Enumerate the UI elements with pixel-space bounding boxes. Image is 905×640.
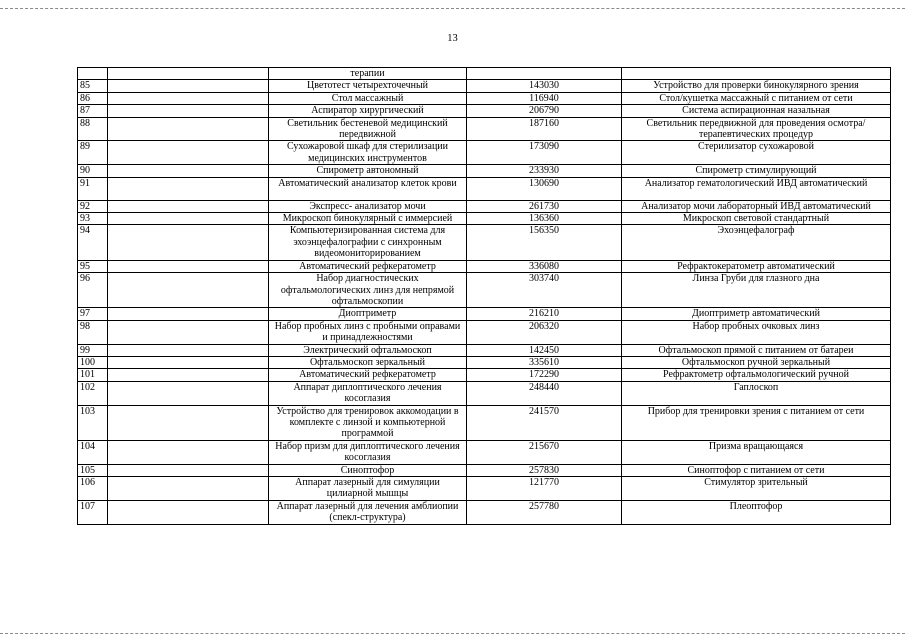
table-row <box>78 273 891 308</box>
row-number <box>78 68 108 80</box>
row-number: 88 <box>78 117 108 141</box>
equipment-code: 206790 <box>467 105 622 117</box>
equipment-type: Анализатор гематологический ИВД автоматический <box>622 177 891 200</box>
table-row <box>78 80 891 92</box>
blank-cell <box>108 68 269 80</box>
equipment-type: Рефрактометр офтальмологический ручной <box>622 369 891 381</box>
table-row <box>78 369 891 381</box>
blank-cell <box>108 405 269 440</box>
equipment-name: Диоптриметр <box>269 308 467 320</box>
equipment-type: Диоптриметр автоматический <box>622 308 891 320</box>
row-number: 87 <box>78 105 108 117</box>
blank-cell <box>108 273 269 308</box>
equipment-name: Набор пробных линз с пробными оправами и принадлежностями <box>269 320 467 344</box>
equipment-type: Офтальмоскоп прямой с питанием от батареи <box>622 344 891 356</box>
equipment-name: Электрический офтальмоскоп <box>269 344 467 356</box>
equipment-code: 303740 <box>467 273 622 308</box>
equipment-name: Аппарат лазерный для лечения амблиопии (спекл-структура) <box>269 500 467 524</box>
table-row <box>78 320 891 344</box>
equipment-type: Линза Груби для глазного дна <box>622 273 891 308</box>
equipment-name: Аспиратор хирургический <box>269 105 467 117</box>
row-number: 101 <box>78 369 108 381</box>
equipment-name: Набор призм для диплоптического лечения косоглазия <box>269 440 467 464</box>
equipment-name: Набор диагностических офтальмологических линз для непрямой офтальмоскопии <box>269 273 467 308</box>
row-number: 92 <box>78 200 108 212</box>
equipment-name: Светильник бестеневой медицинский передвижной <box>269 117 467 141</box>
row-number: 93 <box>78 213 108 225</box>
equipment-code: 215670 <box>467 440 622 464</box>
equipment-code: 261730 <box>467 200 622 212</box>
equipment-name: Синоптофор <box>269 464 467 476</box>
equipment-name: Спирометр автономный <box>269 165 467 177</box>
equipment-name: Автоматический анализатор клеток крови <box>269 177 467 200</box>
equipment-type: Светильник передвижной для проведения осмотра/терапевтических процедур <box>622 117 891 141</box>
row-number: 89 <box>78 141 108 165</box>
row-number: 107 <box>78 500 108 524</box>
equipment-type: Анализатор мочи лабораторный ИВД автоматический <box>622 200 891 212</box>
equipment-name: Экспресс- анализатор мочи <box>269 200 467 212</box>
row-number: 94 <box>78 225 108 260</box>
scan-edge-top <box>0 8 905 9</box>
equipment-code: 216210 <box>467 308 622 320</box>
table-row <box>78 308 891 320</box>
equipment-type <box>622 68 891 80</box>
blank-cell <box>108 225 269 260</box>
blank-cell <box>108 92 269 104</box>
blank-cell <box>108 117 269 141</box>
equipment-type: Плеоптофор <box>622 500 891 524</box>
equipment-code: 143030 <box>467 80 622 92</box>
blank-cell <box>108 213 269 225</box>
equipment-code: 142450 <box>467 344 622 356</box>
blank-cell <box>108 369 269 381</box>
equipment-type: Стимулятор зрительный <box>622 477 891 501</box>
equipment-type: Система аспирационная назальная <box>622 105 891 117</box>
equipment-code: 187160 <box>467 117 622 141</box>
equipment-name: Офтальмоскоп зеркальный <box>269 356 467 368</box>
table-row <box>78 405 891 440</box>
equipment-type: Спирометр стимулирующий <box>622 165 891 177</box>
equipment-type: Призма вращающаяся <box>622 440 891 464</box>
table-row <box>78 381 891 405</box>
equipment-code: 257780 <box>467 500 622 524</box>
row-number: 95 <box>78 260 108 272</box>
equipment-code <box>467 68 622 80</box>
table-row <box>78 440 891 464</box>
table-row <box>78 344 891 356</box>
table-row <box>78 213 891 225</box>
equipment-type: Стерилизатор сухожаровой <box>622 141 891 165</box>
equipment-name: Сухожаровой шкаф для стерилизации медицинских инструментов <box>269 141 467 165</box>
row-number: 100 <box>78 356 108 368</box>
equipment-code: 130690 <box>467 177 622 200</box>
row-number: 103 <box>78 405 108 440</box>
equipment-type: Набор пробных очковых линз <box>622 320 891 344</box>
table-row <box>78 177 891 200</box>
equipment-type: Гаплоскоп <box>622 381 891 405</box>
blank-cell <box>108 200 269 212</box>
equipment-name: Аппарат диплоптического лечения косоглазия <box>269 381 467 405</box>
equipment-type: Офтальмоскоп ручной зеркальный <box>622 356 891 368</box>
row-number: 91 <box>78 177 108 200</box>
blank-cell <box>108 344 269 356</box>
equipment-name: Стол массажный <box>269 92 467 104</box>
blank-cell <box>108 464 269 476</box>
equipment-type: Стол/кушетка массажный с питанием от сети <box>622 92 891 104</box>
blank-cell <box>108 356 269 368</box>
blank-cell <box>108 165 269 177</box>
equipment-code: 257830 <box>467 464 622 476</box>
row-number: 105 <box>78 464 108 476</box>
table-row <box>78 500 891 524</box>
page-number: 13 <box>447 33 458 44</box>
row-number: 86 <box>78 92 108 104</box>
equipment-type: Микроскоп световой стандартный <box>622 213 891 225</box>
equipment-code: 172290 <box>467 369 622 381</box>
blank-cell <box>108 141 269 165</box>
equipment-name: Устройство для тренировок аккомодации в комплекте с линзой и компьютерной программой <box>269 405 467 440</box>
equipment-type: Устройство для проверки бинокулярного зрения <box>622 80 891 92</box>
equipment-code: 241570 <box>467 405 622 440</box>
equipment-code: 136360 <box>467 213 622 225</box>
equipment-name: Аппарат лазерный для симуляции цилиарной мышцы <box>269 477 467 501</box>
equipment-code: 156350 <box>467 225 622 260</box>
row-number: 102 <box>78 381 108 405</box>
blank-cell <box>108 477 269 501</box>
equipment-type: Рефрактокератометр автоматический <box>622 260 891 272</box>
table-row <box>78 260 891 272</box>
blank-cell <box>108 381 269 405</box>
table-row <box>78 356 891 368</box>
table-row <box>78 477 891 501</box>
equipment-code: 206320 <box>467 320 622 344</box>
equipment-type: Эхоэнцефалограф <box>622 225 891 260</box>
equipment-name: Компьютеризированная система для эхоэнцефалографии с синхронным видеомониторированием <box>269 225 467 260</box>
scan-edge-bottom <box>0 633 905 634</box>
equipment-name: Автоматический рефкератометр <box>269 260 467 272</box>
blank-cell <box>108 500 269 524</box>
equipment-table <box>77 67 891 525</box>
table-row <box>78 92 891 104</box>
blank-cell <box>108 308 269 320</box>
equipment-code: 336080 <box>467 260 622 272</box>
row-number: 104 <box>78 440 108 464</box>
table-row <box>78 117 891 141</box>
equipment-code: 233930 <box>467 165 622 177</box>
equipment-name: терапии <box>269 68 467 80</box>
equipment-code: 335610 <box>467 356 622 368</box>
equipment-type: Прибор для тренировки зрения с питанием от сети <box>622 405 891 440</box>
equipment-name: Микроскоп бинокулярный с иммерсией <box>269 213 467 225</box>
equipment-type: Синоптофор с питанием от сети <box>622 464 891 476</box>
table-row <box>78 200 891 212</box>
table-row <box>78 105 891 117</box>
equipment-name: Цветотест четырехточечный <box>269 80 467 92</box>
blank-cell <box>108 440 269 464</box>
table-row <box>78 464 891 476</box>
blank-cell <box>108 260 269 272</box>
row-number: 97 <box>78 308 108 320</box>
row-number: 99 <box>78 344 108 356</box>
row-number: 106 <box>78 477 108 501</box>
table-row <box>78 68 891 80</box>
blank-cell <box>108 320 269 344</box>
table-row <box>78 141 891 165</box>
table-row <box>78 225 891 260</box>
equipment-code: 173090 <box>467 141 622 165</box>
row-number: 85 <box>78 80 108 92</box>
table-row <box>78 165 891 177</box>
equipment-code: 248440 <box>467 381 622 405</box>
row-number: 96 <box>78 273 108 308</box>
blank-cell <box>108 80 269 92</box>
row-number: 98 <box>78 320 108 344</box>
row-number: 90 <box>78 165 108 177</box>
equipment-code: 116940 <box>467 92 622 104</box>
equipment-code: 121770 <box>467 477 622 501</box>
blank-cell <box>108 105 269 117</box>
equipment-name: Автоматический рефкератометр <box>269 369 467 381</box>
blank-cell <box>108 177 269 200</box>
